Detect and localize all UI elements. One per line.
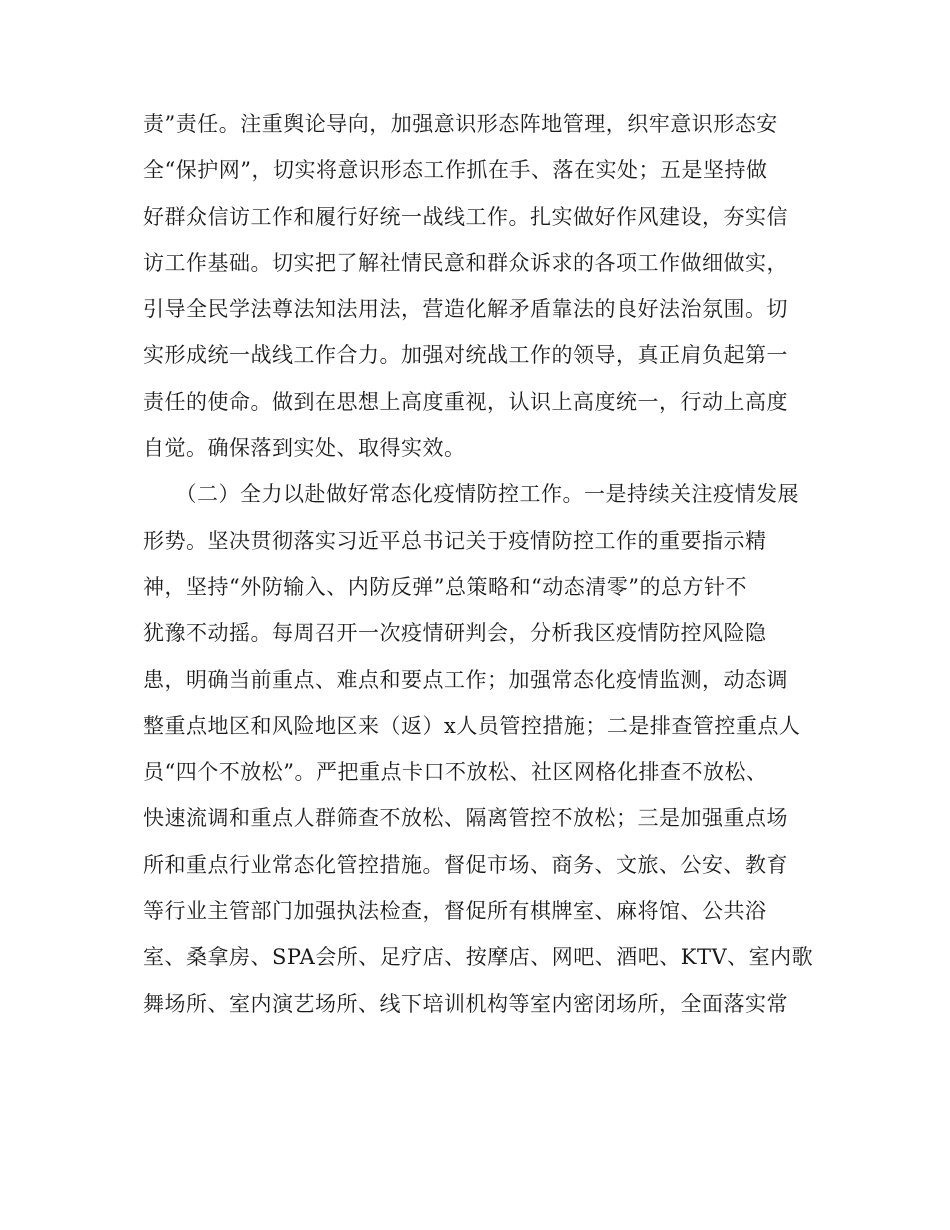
text-line: 舞场所、室内演艺场所、线下培训机构等室内密闭场所，全面落实常 [143, 991, 788, 1016]
paragraph-start-line: （二）全力以赴做好常态化疫情防控工作。一是持续关注疫情发展 [143, 482, 799, 507]
text-line: 所和重点行业常态化管控措施。督促市场、商务、文旅、公安、教育 [143, 852, 788, 877]
text-line: 引导全民学法尊法知法用法，营造化解矛盾靠法的良好法治氛围。切 [143, 297, 788, 322]
text-line: 患，明确当前重点、难点和要点工作；加强常态化疫情监测，动态调 [143, 667, 788, 692]
text-line: 整重点地区和风险地区来（返）x人员管控措施；二是排查管控重点人 [143, 713, 801, 738]
text-line: 室、桑拿房、SPA会所、足疗店、按摩店、网吧、酒吧、KTV、室内歌 [143, 945, 814, 970]
text-line: 责”责任。注重舆论导向，加强意识形态阵地管理，织牢意识形态安 [143, 112, 778, 136]
text-line: 好群众信访工作和履行好统一战线工作。扎实做好作风建设，夯实信 [143, 204, 788, 229]
text-line: 形势。坚决贯彻落实习近平总书记关于疫情防控工作的重要指示精 [143, 528, 767, 553]
text-line: 访工作基础。切实把了解社情民意和群众诉求的各项工作做细做实， [143, 250, 788, 275]
text-line: 全“保护网”，切实将意识形态工作抓在手、落在实处；五是坚持做 [143, 158, 768, 183]
body-text [143, 101, 823, 1027]
text-line: 员“四个不放松”。严把重点卡口不放松、社区网格化排查不放松、 [143, 760, 768, 785]
text-line: 犹豫不动摇。每周召开一次疫情研判会，分析我区疫情防控风险隐 [143, 621, 767, 646]
text-line: 自觉。确保落到实处、取得实效。 [143, 436, 466, 461]
text-line: 实形成统一战线工作合力。加强对统战工作的领导，真正肩负起第一 [143, 343, 788, 368]
text-line: 快速流调和重点人群筛查不放松、隔离管控不放松；三是加强重点场 [143, 806, 788, 831]
text-line: 等行业主管部门加强执法检查，督促所有棋牌室、麻将馆、公共浴 [143, 899, 767, 924]
text-line: 神，坚持“外防输入、内防反弹”总策略和“动态清零”的总方针不 [143, 574, 747, 599]
text-line: 责任的使命。做到在思想上高度重视，认识上高度统一，行动上高度 [143, 389, 788, 414]
